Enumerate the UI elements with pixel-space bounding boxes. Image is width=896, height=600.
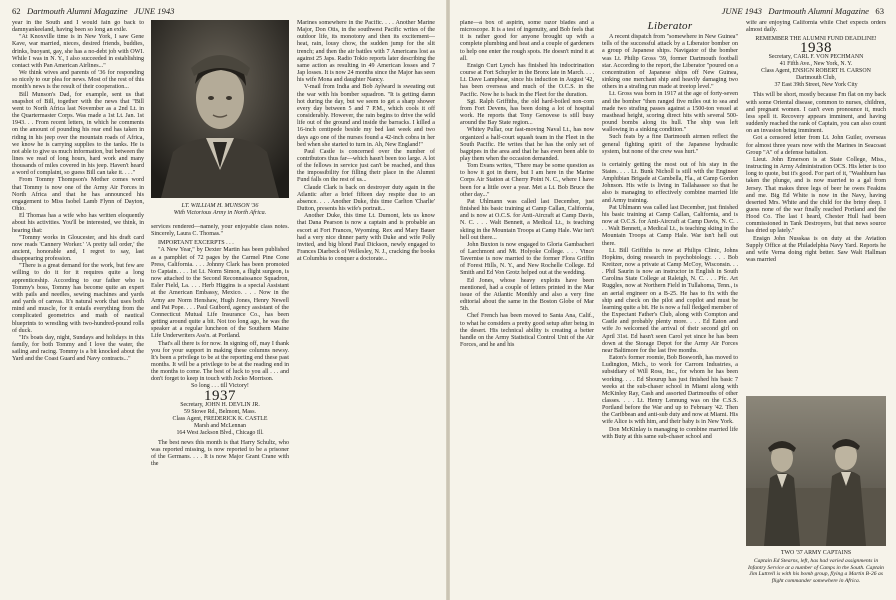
- paragraph: "Tommy works in Gloucester, and his draft card now reads 'Cannery Worker.' 'A pretty tall order,' the ancient, honorable and, I regret to say, last disappearing profession.: [12, 234, 144, 263]
- paragraph: Marines somewhere in the Pacific. . . . Another Marine Major, Don Otis, in the southwest Pacific writes of the outdoor life, its monotony and then its excitement—heat, rain, lousy chow, the sudden jump for the slit trench; and then the air battles with 7 Americans lost as against 25 Japs. Radio Tokio reports later describing the same action as resulting in 49 American losses and 7 Jap losses. It is now 24 months since the Major has seen his wife Mona and daughter Nancy.: [297, 20, 435, 84]
- paragraph: Tom Evans writes, "There may be some question as to how it got in there, but I am here in the Marine Corps Air Station at Cherry Point N. C., where I have been for a little over a year. Met a Lt. Bob Bruce the other day...": [460, 163, 594, 198]
- paragraph: year in the South and I would fain go back to damnyankeeland, having been so long an exile.: [12, 20, 144, 34]
- paragraph: El Thomas has a wife who has written eloquently about his activities. You'll be interested, we think, in hearing that:: [12, 213, 144, 234]
- paragraph: So long . . . till Victory!: [191, 383, 249, 390]
- class-1937-secretary-address: 59 Stowe Rd., Belmont, Mass.: [184, 408, 256, 415]
- class-1938-agent-address: 37 East 39th Street, New York City: [774, 82, 858, 89]
- class-1938-secretary-address: 41 Fifth Ave., New York, N. Y.: [779, 61, 853, 68]
- paragraph: John Buxton is now engaged to Gloria Gambacheri of Larchmont and Mt. Holyoke College. . . . Vince Tavernise is now married to the former Flora Griffin of Forest Hills, N. Y., and New Rochelle College. Ed Smith and Ed Von Grotz helped out at the wedding.: [460, 241, 594, 277]
- munson-photo-caption: LT. WILLIAM H. MUNSON '36 With Victorious Army in North Africa.: [173, 203, 267, 217]
- paragraph: Lt. Bill Griffiths is now at Philips Clinic, Johns Hopkins, doing research in psychobiology. . . . Bob Kreitzer, now a private at Camp McCoy, Wisconsin. . . . Phil Saurin is now an instructor in English in South Carolina State College at Raleigh, N. C. . . . Pfc. Art Ruggles, now at Northern Field in Tullahoma, Tenn., is an aerial engineer on a B-25. He has to fix with the ship and check on the pilot and copilot and must be learning quite a bit. He is now a full fledged member of the Expectant Father's Club, along with Compton and Castle and probably plenty more. . . . Ed Eaton and wife Jo welcomed the arrival of their second girl on April 31st. Ed hasn't seen Carol yet since he has been down at the Storage Depot for the Army Air Forces near Baltimore for the last five months.: [602, 247, 738, 354]
- paragraph: "It's boats day, night, Sundays and holidays in this family, for both Tommy and I love the water, the sailing and racing. Tommy is a bit knocked about the Yard and the Coast Guard and Navy contracts...": [12, 334, 144, 363]
- class-1938-heading: 1938: [800, 40, 832, 57]
- paragraph: We think wives and parents of '36 for responding so nicely to our plea for news. Most of the rest of this month's news is the result of their cooperation...: [12, 70, 144, 91]
- class-1937-agent: Class Agent, FREDERICK K. CASTLE: [172, 415, 268, 422]
- class-1937-agent-address: 164 West Jackson Blvd., Chicago Ill.: [176, 429, 264, 436]
- paragraph: Chef French has been moved to Santa Ana, Calif., to what he considers a pretty good setup after being in the desert. His technical ability is creating a better handle on the Army Statistical Control Unit of the Air Forces, and he and his: [460, 313, 594, 349]
- paragraph: That's all there is for now. In signing off, may I thank you for your support in making these columns newsy. It's been a privilege to be at the reporting end these past months. It will be a privilege to be at the reading end in the months to come. The best of luck to you all . . . and don't forget to keep in touch with Jocko Morrison.: [151, 340, 289, 383]
- paragraph: A recent dispatch from "somewhere in New Guinea" tells of the successful attack by a Liberator bomber on a group of Japanese ships. Navigator of the bomber was Lt. Philip Gross '39, former Dartmouth football star. According to the report, the Liberator "poured on a concentration of Japanese ships off New Guinea, sinking one merchant ship and heavily damaging two others in a strafing run made at treetop level.": [602, 34, 738, 91]
- paragraph: plane—a box of aspirin, some razor blades and a microscope. It is a test of ingenuity, and Bob feels that it is rather good for anyone brought up with a complete plumbing and heat and a couple of gardeners to help one enter the rough spots. He doesn't mind it at all.: [460, 20, 594, 62]
- right-column-2: [602, 20, 738, 594]
- two-captains-title: TWO '37 ARMY CAPTAINS: [780, 550, 852, 556]
- paragraph: This will be short, mostly because I'm flat on my back with some Oriental disease, common to nurses, children, and pregnant women. I can't even pronounce it, much less spell it. Recovery appears imminent, and having suddenly reached the rank of Captain, you can also count on an invasion being imminent.: [746, 92, 886, 135]
- class-1937-heading: 1937: [204, 387, 236, 404]
- right-column-1: [460, 20, 594, 594]
- paragraph: Don McKinlay is managing to combine married life with Buty at this same sub-chaser school and: [602, 426, 738, 440]
- paragraph: Paul Castle is concerned over the number of contributors thus far—which hasn't been too large. A lot of the fellows in service just can't be reached, and thus the impossibility for filling their place in the Alumni Fund falls on the rest of us...: [297, 148, 435, 184]
- paragraph: Pat Uhlmann was called last December, just finished his basic training at Camp Callan, California, and is now at O.C.S. for Anti-Aircraft at Camp Davis, N. C. . . . Walt Bennett, a Medical Lt., is teaching skiing in the Mountain Troops at Camp Hale. War isn't hell out there.: [602, 204, 738, 247]
- left-issue: JUNE 1943: [134, 6, 175, 16]
- right-column-3: [746, 20, 886, 392]
- paragraph: Got a censored letter from Lt. John Guiler, overseas for almost three years now with the Marines in Seacoast Group "A" of a defense battalion.: [746, 135, 886, 156]
- paragraph: Eaton's former roomie, Bob Bosworth, has moved to Ludington, Mich., to work for Carrom Industries, a subsidiary of Will Ross, Inc., for whom he has been working. . . . Ed Shourup has just finished his basic 7 weeks at the sub-chaser school in Miami along with McKinley Ray, Cash and assorted Dartmouths of other classes. . . . Lt. Henry Lennung was on the C.S.S. Portland before the War and up to February '42. Then the Caribbean and anti-sub duty and now at Miami. His wife Alice is with him, and their baby is in New York.: [602, 355, 738, 426]
- class-1938-agent-org: Dartmouth Club,: [796, 75, 836, 82]
- paragraph: Ensign Curt Lynch has finished his indoctrination course at Fort Schuyler in the Bronx late in March. . . . Lt. Dave Lamphear, since his induction in August '42, has been overseas and much of the O.C.S. in the Pacific. Now he is back in the Fleet for the duration.: [460, 62, 594, 98]
- class-1938-secretary: Secretary, CARL F. VON PECHMANN: [768, 54, 864, 61]
- munson-photo: [151, 20, 289, 198]
- right-running-header: [722, 6, 884, 16]
- paragraph: wife are enjoying California while Chef expects orders almost daily.: [746, 20, 886, 34]
- fund-deadline-notice: REMEMBER THE ALUMNI FUND DEADLINE!: [755, 36, 877, 43]
- left-running-header: [12, 6, 174, 16]
- paragraph: is certainly getting the most out of his stay in the States. . . . Lt. Bunk Nicholl is still with the Engineer Amphibian Brigade at Cambella, Fla., at Camp Gordon Johnson. His wife is living in Tallahassee so that he also is managing to effectively combine married life and Army training.: [602, 161, 738, 204]
- paragraph: From Tommy Thompson's Mother comes word that Tommy is now one of the Army Air Forces in North Africa and that he has announced his engagement to Miss Isobel Lamb Flynn of Dayton, Ohio.: [12, 177, 144, 213]
- two-captains-photo: [746, 396, 886, 546]
- left-running-title: Dartmouth Alumni Magazine: [27, 6, 128, 16]
- paragraph: "A New Year," by Dexter Martin has been published as a pamphlet of 72 pages by the Carmel Pine Cone Press, California. . . . Johnny Clark has been promoted to Captain. . . . 1st Lt. Norm Simon, a flight surgeon, is now attached to the Second Reconnaissance Squadron, Esler Field, La. . . . Herb Higgins is a special Assistant at the American Embassy, Mexico. . . . Now in the Army are Norm Henshaw, Hugh Jones, Henry Newell and Pat Pope. . . . Paul Guibord, agency assistant of the Connecticut Mutual Life Insurance Co., has been getting around quite a bit. Not too long ago, he was the speaker at a regular luncheon of the Southern Maine Life Underwriters Ass'n. at Portland.: [151, 247, 289, 340]
- left-column-3: [297, 20, 435, 594]
- left-page-number: 62: [12, 6, 21, 16]
- right-page-number: 63: [875, 6, 884, 16]
- paragraph: Whitey Pullar, our fast-moving Naval Lt., has now organized a half-court squash team in the Fleet in the South Pacific. He writes that he has the only set of bagpipes in the area and that he has even been able to play them when the occasion demanded.: [460, 127, 594, 162]
- paragraph: "There is a great demand for the work, but few are willing to do it for it requires quite a long apprenticeship. According to our father who is Tommy's boss, Tommy has become quite an expert with pails and needles, sewing machines and yards and yards of canvas. It's natural work that uses both mind and muscle, for it entails everything from the complicated geometrics and math of nautical blueprints to wrestling with two-hundred-pound rolls of duck.: [12, 263, 144, 334]
- class-1937-secretary: Secretary, JOHN H. DEVLIN JR.: [180, 401, 260, 408]
- left-column-1: [12, 20, 144, 594]
- paragraph: "At Knoxville time is in New York, I saw Gene Kave, war married, nieces, desired friends, buddies, drinks, buoyant, gay, she has a no-debt job with OWI. While I was in N. Y., I also succeeded in establishing contact with Pan American Airlines...": [12, 34, 144, 69]
- class-1938-agent: Class Agent, ENSIGN ROBERT H. CARSON: [761, 68, 871, 75]
- right-issue: JUNE 1943: [721, 6, 762, 16]
- paragraph: Lt. Gross was born in 1917 at the age of forty-seven and the bomber "then ranged five miles out to sea and made two strafing passes against a 1500-ton vessel at masthead height, scoring direct hits with several 500-pound bombs along its hull. The ship was left wallowing in a sinking condition.": [602, 91, 738, 134]
- paragraph: Claude Clark is back on destroyer duty again in the Atlantic after a brief fifteen day respite due to an absence. . . . Another Duke, this time Carlton 'Charlie' Dutton, presents his wife's portrait...: [297, 184, 435, 213]
- two-captains-caption: Captain Ed Stearns, left, has had varied assignments in Infantry Service at a number of Camps in the South. Captain Jim Luttrell is with his bomb group, flying a Martin B-26 as flight commander somewhere in Africa.: [748, 558, 884, 584]
- munson-portrait-illustration: [151, 20, 289, 198]
- paragraph: The best news this month is that Harry Schultz, who was reported missing, is now reported to be a prisoner of the Germans. . . . It is now Major Grant Crane with the: [151, 439, 289, 468]
- paragraph: Pat Uhlmann was called last December, just finished his basic training at Camp Callan, California, and is now at O.C.S. for Anti-Aircraft at Camp Davis, N. C. . . . Walt Bennett, a Medical Lt., is teaching skiing in the Mountain Troops at Camp Hale. War isn't hell out there...: [460, 198, 594, 241]
- paragraph: Such feats by a fine Dartmouth airmen reflect the general fighting spirit of the Japanese hydraulic system, but none of the crew was hurt.": [602, 134, 738, 155]
- right-running-title: Dartmouth Alumni Magazine: [768, 6, 869, 16]
- left-page: [0, 0, 446, 600]
- paragraph: Ed Jones, whose heavy exploits have been mentioned, had a couple of letters printed in the Mar issue of the Atlantic Monthly and also a very fine editorial about the same in the Boston Globe of Mar 5th.: [460, 277, 594, 313]
- two-captains-illustration: [746, 396, 886, 546]
- right-page: [450, 0, 896, 600]
- paragraph: Ensign John Nusskaa is on duty at the Aviation Supply Office at the Philadelphia Navy Yard. Reports he and wife Verna doing right better. Saw Walt Hallman was married: [746, 235, 886, 264]
- paragraph: Another Duke, this time Lt. Dumont, lets us know that Dana Pearson is now a captain and is probable an escort at Fort Frances, Wyoming. Rex and Mary Bauer had a very nice dinner party with Duke and wife Polly invited, and big blond Paul Dickson, newly engaged to Frances Diarbeck of Wellesley, N. J., cracking the books at Columbia to conquer a doctorate...: [297, 213, 435, 263]
- paragraph: Bill Munson's Dad, for example, sent us that snapshot of Bill, together with the news that "Bill went to North Africa last November as a 2nd Lt. in the Quartermaster Corps. Was made a 1st Lt. Jan. 1st 1943. . . From recent letters, in which he comments on the amount of pounding his rear end has taken in riding in his jeep over the mountain roads of Africa, we know he is carrying supplies to the tanks. He is not able to give us much information, but between the lines we read of long hours, hard work and many thousands of miles covered in his jeep. Haven't heard a word of complaint, so guess Bill can take it. . . .": [12, 91, 144, 177]
- class-1937-agent-org: Marsh and McLennan: [193, 422, 247, 429]
- liberator-heading: Liberator: [647, 20, 693, 32]
- paragraph: services rendered—namely, your enjoyable class notes. Sincerely, Laura C. Thomas.": [151, 224, 289, 238]
- left-column-2: [151, 224, 289, 594]
- paragraph: Sgt. Ralph Griffiths, the old hard-boiled non-com from Fort Devens, has been doing a lot of hospital work. He reports that Tony Genovese is still busy around the Bay State region...: [460, 98, 594, 127]
- paragraph: V-mail from India and Bob Aylward is sweating out the war with his bomber squadron. "It is getting damn hot during the day, but we seem to get a sharp shower every day between 5 and 7 P.M., which cools it off considerably. However, the rain begins to drive the wild life out of the ground and inside the barracks. I killed a 16-inch centipede beside my bed last week and two days ago one of the nurses found a 42-inch cobra in her bed when she started to turn in. Ah, New England!": [297, 84, 435, 148]
- subheading: IMPORTANT EXCERPTS . . .: [158, 240, 234, 247]
- paragraph: Lieut. John Emerson is at State College, Miss., instructing in Army Administration OCS. His letter is too long to quote, but it's good. For part of it, "Washburn has taken the plunge, and is now married to a gal from Jersey. That makes three legs of beer he owes Feakins and me. Big Ed White is now in the Navy, having deserted Mrs. White and the child for the briny deep. I guess none of the war finally reached Portland and the Hood Co. The last I heard, Chester Hull had been commissioned in Tank Destroyers, but that news source has dried up lately.": [746, 156, 886, 235]
